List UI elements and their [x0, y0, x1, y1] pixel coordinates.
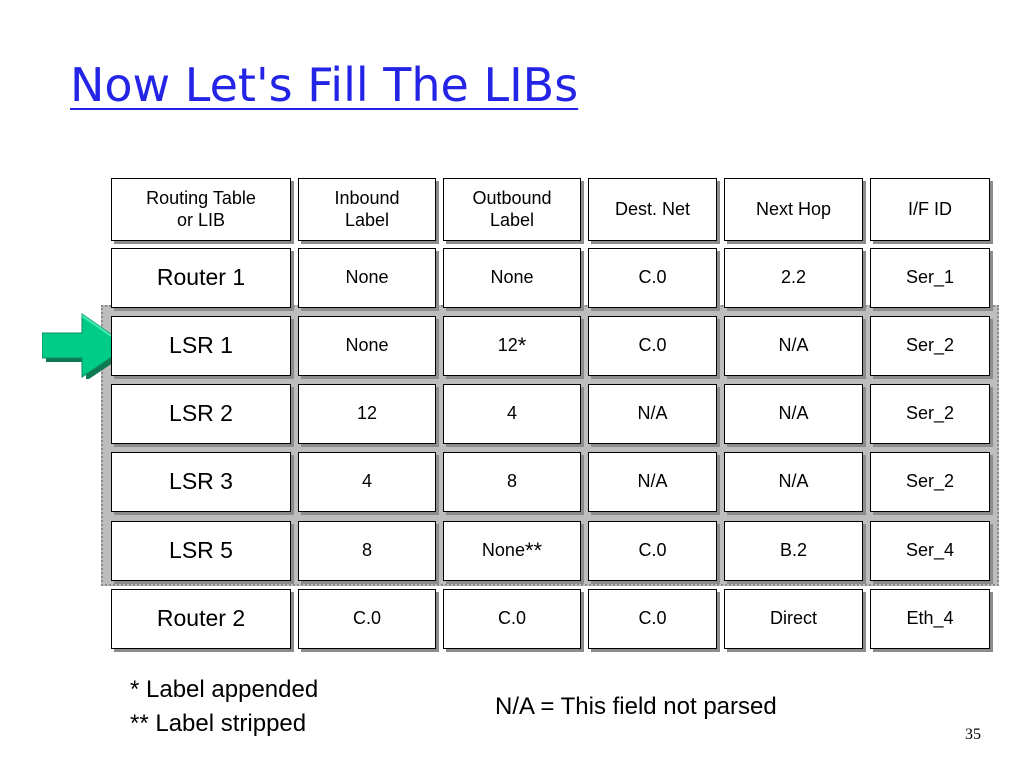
cell-value: N/A	[637, 403, 668, 424]
cell-value: LSR 3	[169, 468, 233, 495]
cell-value: None	[490, 267, 534, 288]
cell-next-hop	[724, 316, 863, 376]
cell-inbound-label	[298, 452, 436, 512]
cell-routing-table	[111, 589, 291, 649]
cell-next-hop	[724, 521, 863, 581]
cell-dest-net	[588, 452, 717, 512]
header-if-id	[870, 178, 990, 241]
header-next-hop	[724, 178, 863, 241]
cell-value: 12	[497, 335, 518, 356]
cell-value: 4	[361, 471, 372, 492]
header-label: Next Hop	[755, 198, 832, 219]
cell-next-hop	[724, 384, 863, 444]
cell-value: LSR 2	[169, 400, 233, 427]
cell-if-id	[870, 452, 990, 512]
cell-outbound-label: 12 *	[443, 316, 581, 376]
cell-value: Ser_1	[905, 267, 955, 288]
footnote-label-stripped: ** Label stripped	[130, 710, 307, 737]
cell-value: 8	[361, 540, 372, 561]
cell-outbound-label	[443, 248, 581, 308]
header-label: Dest. Net	[614, 198, 691, 219]
cell-next-hop	[724, 452, 863, 512]
cell-dest-net	[588, 316, 717, 376]
cell-value: 4	[506, 403, 517, 424]
cell-value: LSR 5	[169, 537, 233, 564]
cell-routing-table	[111, 316, 291, 376]
cell-value: None	[345, 267, 389, 288]
cell-inbound-label	[298, 384, 436, 444]
page-number: 35	[965, 726, 981, 743]
cell-next-hop	[724, 589, 863, 649]
header-label: Inbound Label	[334, 187, 400, 230]
cell-dest-net	[588, 521, 717, 581]
cell-value: N/A	[637, 471, 668, 492]
cell-inbound-label	[298, 589, 436, 649]
cell-if-id	[870, 384, 990, 444]
cell-dest-net	[588, 384, 717, 444]
slide-title: Now Let's Fill The LIBs	[70, 58, 579, 112]
cell-if-id	[870, 316, 990, 376]
cell-inbound-label	[298, 316, 436, 376]
cell-value: C.0	[497, 608, 526, 629]
header-inbound-label	[298, 178, 436, 241]
cell-value: None	[345, 335, 389, 356]
cell-next-hop	[724, 248, 863, 308]
header-label: Routing Table or LIB	[146, 187, 256, 230]
cell-outbound-label	[443, 384, 581, 444]
cell-value: C.0	[638, 608, 667, 629]
header-label: I/F ID	[908, 198, 952, 219]
cell-if-id	[870, 589, 990, 649]
cell-value: N/A	[778, 335, 809, 356]
cell-value: Router 1	[156, 264, 246, 291]
cell-value: C.0	[352, 608, 381, 629]
cell-value: Ser_2	[905, 403, 955, 424]
header-routing-table	[111, 178, 291, 241]
cell-if-id	[870, 521, 990, 581]
header-label: Outbound Label	[472, 187, 552, 230]
cell-value: C.0	[638, 267, 667, 288]
na-legend: N/A = This field not parsed	[495, 693, 777, 720]
cell-value: Ser_2	[905, 471, 955, 492]
cell-routing-table	[111, 248, 291, 308]
cell-value: Ser_2	[905, 335, 955, 356]
cell-value: N/A	[778, 403, 809, 424]
cell-value: B.2	[779, 540, 808, 561]
cell-outbound-label	[443, 452, 581, 512]
header-dest-net	[588, 178, 717, 241]
cell-value: LSR 1	[169, 332, 233, 359]
cell-value: Router 2	[156, 605, 246, 632]
cell-routing-table	[111, 384, 291, 444]
cell-if-id	[870, 248, 990, 308]
cell-value: 12	[356, 403, 378, 424]
cell-value: None	[481, 540, 525, 561]
header-outbound-label	[443, 178, 581, 241]
cell-routing-table	[111, 521, 291, 581]
cell-value: C.0	[638, 540, 667, 561]
cell-value: 2.2	[780, 267, 807, 288]
cell-inbound-label	[298, 521, 436, 581]
cell-value: Direct	[769, 608, 817, 629]
cell-dest-net	[588, 589, 717, 649]
cell-outbound-label	[443, 589, 581, 649]
cell-value: Eth_4	[906, 608, 954, 629]
cell-value: N/A	[778, 471, 809, 492]
cell-value: Ser_4	[905, 540, 955, 561]
cell-routing-table	[111, 452, 291, 512]
footnote-label-appended: * Label appended	[130, 676, 319, 703]
cell-value: 8	[506, 471, 517, 492]
cell-value: C.0	[638, 335, 667, 356]
cell-inbound-label	[298, 248, 436, 308]
cell-outbound-label: None **	[443, 521, 581, 581]
cell-dest-net	[588, 248, 717, 308]
